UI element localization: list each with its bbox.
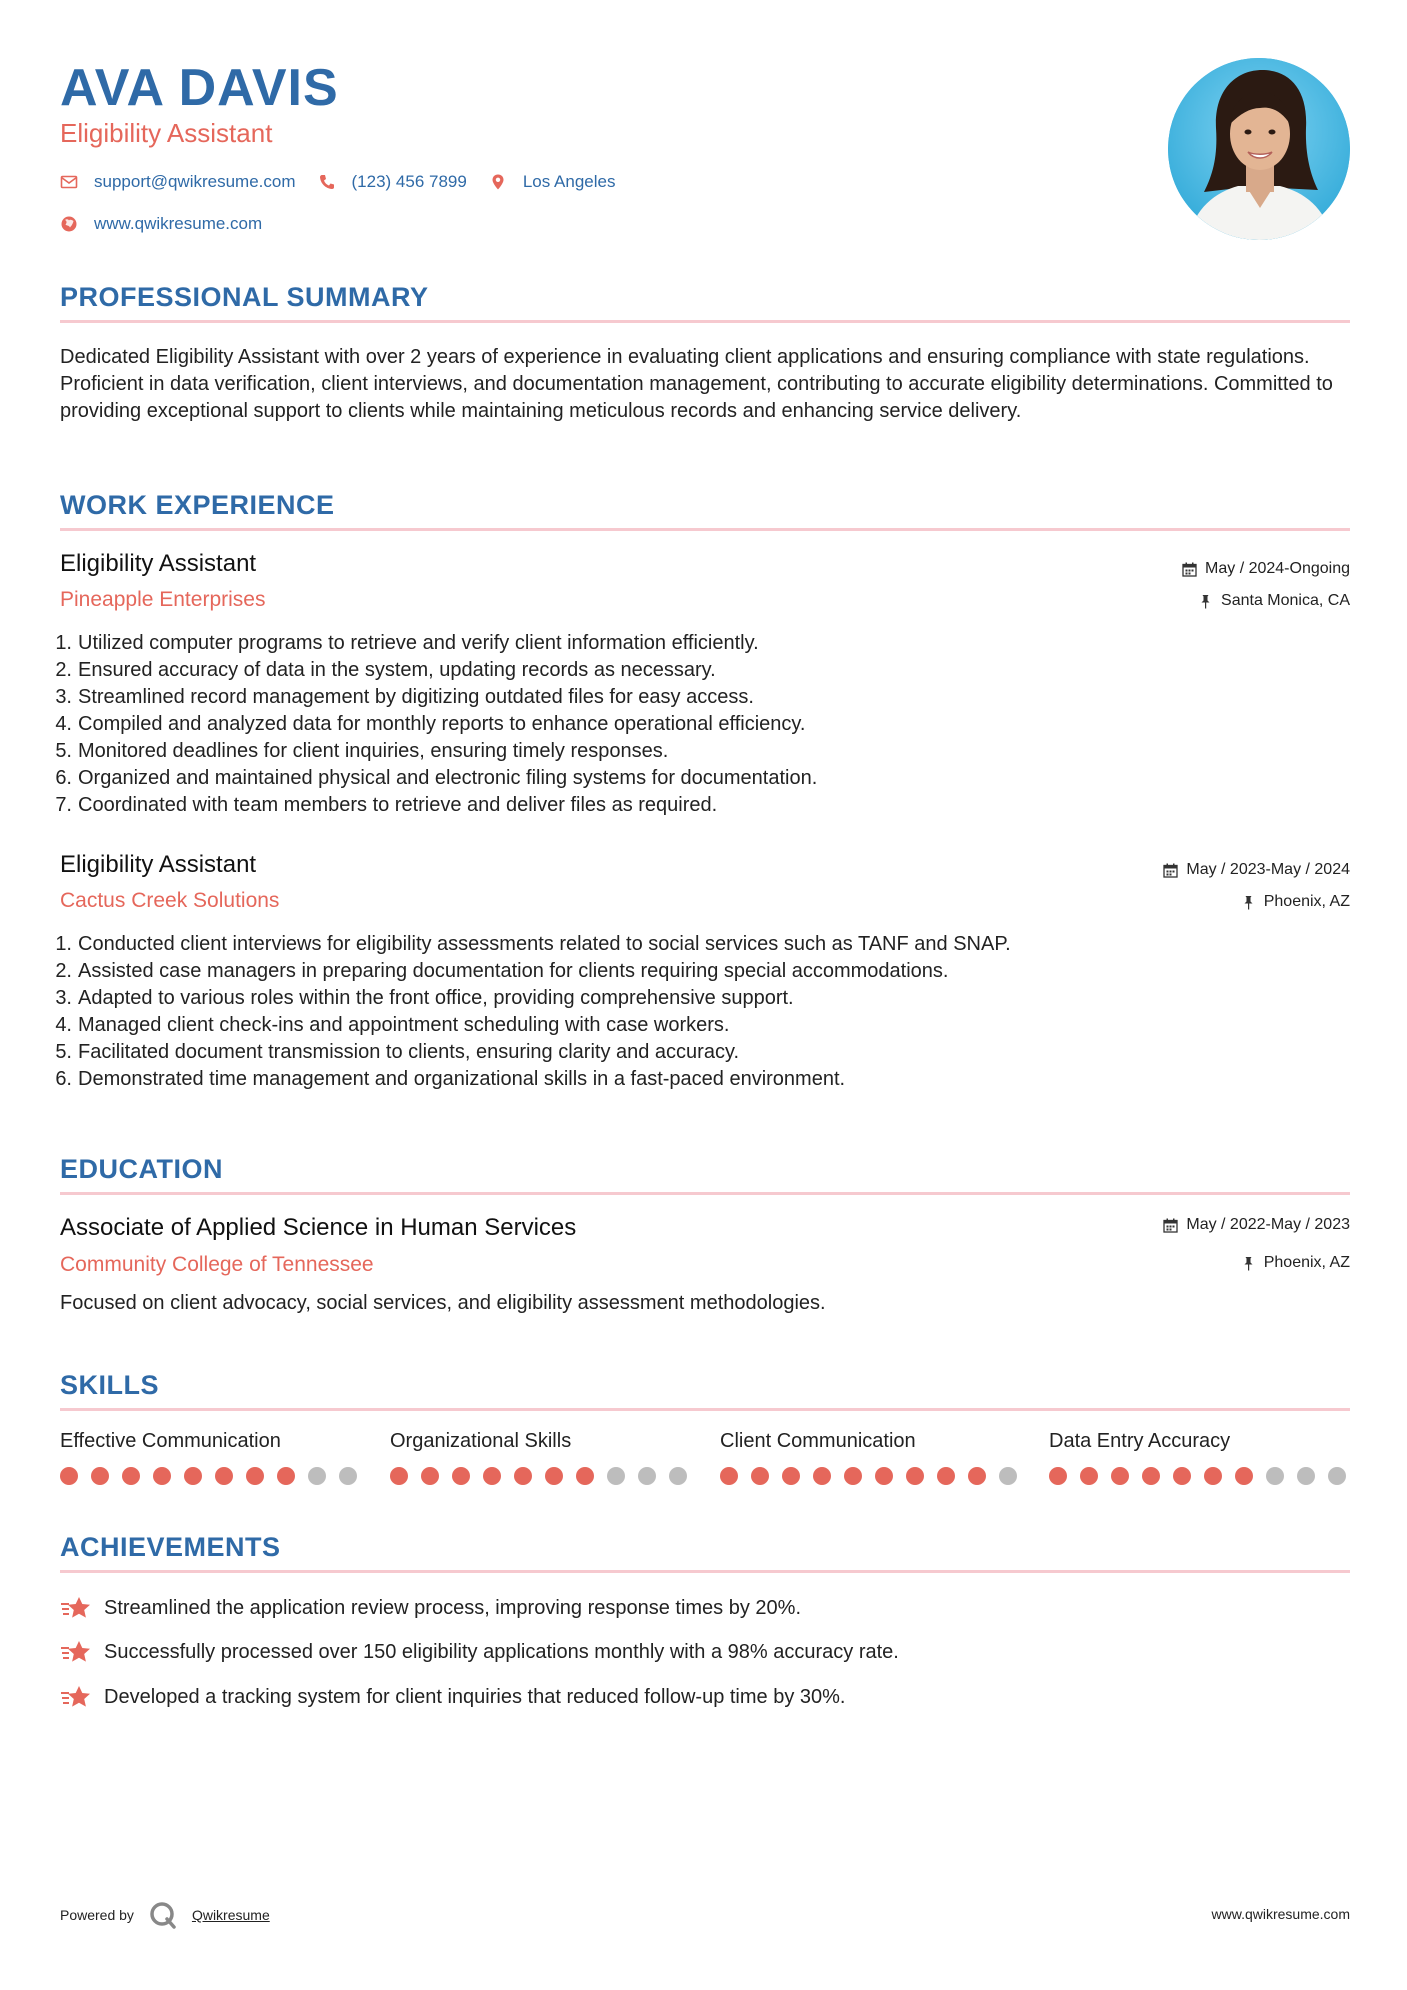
- website-text: www.qwikresume.com: [94, 214, 263, 233]
- job-company: Pineapple Enterprises: [60, 588, 266, 611]
- job-company: Cactus Creek Solutions: [60, 889, 280, 912]
- profile-photo-illustration: [1168, 58, 1350, 240]
- phone-icon: [318, 173, 336, 191]
- footer-website[interactable]: www.qwikresume.com: [1211, 1906, 1350, 1922]
- job-bullets: [55, 630, 1350, 819]
- star-icon: [60, 1594, 92, 1622]
- job-bullets: [55, 931, 1350, 1093]
- rating-dot-filled: [60, 1467, 78, 1485]
- location-text: Los Angeles: [522, 172, 616, 191]
- education-description: Focused on client advocacy, social services, and eligibility assessment methodologies.: [60, 1292, 826, 1314]
- rating-dot-filled: [421, 1467, 439, 1485]
- rating-dot-filled: [1173, 1467, 1191, 1485]
- footer-powered-by: [60, 1900, 270, 1930]
- phone-text: (123) 456 7899: [351, 172, 467, 191]
- list-item: 5. Monitored deadlines for client inquiries, ensuring timely responses.: [55, 740, 669, 762]
- rating-dot-filled: [452, 1467, 470, 1485]
- powered-by-label: Powered by: [60, 1907, 134, 1923]
- education-dates-text: May / 2022-May / 2023: [1186, 1216, 1350, 1233]
- rating-dot-filled: [483, 1467, 501, 1485]
- list-item: 1. Utilized computer programs to retrieve and verify client information efficiently.: [55, 632, 759, 654]
- job-title: Eligibility Assistant: [60, 550, 257, 577]
- rating-dot-filled: [246, 1467, 264, 1485]
- map-pin-icon: [489, 173, 507, 191]
- brand-link[interactable]: Qwikresume: [191, 1907, 270, 1923]
- job-location-text: Santa Monica, CA: [1221, 592, 1350, 609]
- skill-rating: [60, 1467, 360, 1485]
- skills-divider: [60, 1408, 1350, 1411]
- rating-dot-empty: [308, 1467, 326, 1485]
- education-dates: [1163, 1216, 1350, 1234]
- achievement-item: [60, 1594, 801, 1622]
- job-dates-text: May / 2023-May / 2024: [1186, 861, 1350, 878]
- rating-dot-filled: [782, 1467, 800, 1485]
- star-icon: [60, 1638, 92, 1666]
- rating-dot-empty: [669, 1467, 687, 1485]
- contact-website[interactable]: [60, 214, 262, 234]
- contact-location: [489, 172, 616, 192]
- achievement-item: [60, 1638, 899, 1666]
- list-item: 3. Streamlined record management by digitizing outdated files for easy access.: [55, 686, 754, 708]
- achievement-text: Developed a tracking system for client inquiries that reduced follow-up time by 30%.: [104, 1685, 846, 1708]
- pushpin-icon: [1198, 594, 1213, 609]
- skill-item: [390, 1430, 690, 1485]
- rating-dot-filled: [91, 1467, 109, 1485]
- list-item: 6. Organized and maintained physical and electronic filing systems for documentation.: [55, 767, 818, 789]
- contact-row-secondary: [60, 214, 284, 234]
- rating-dot-filled: [215, 1467, 233, 1485]
- rating-dot-empty: [1328, 1467, 1346, 1485]
- education-location-text: Phoenix, AZ: [1263, 1254, 1350, 1271]
- pushpin-icon: [1241, 1256, 1256, 1271]
- rating-dot-filled: [277, 1467, 295, 1485]
- rating-dot-filled: [1080, 1467, 1098, 1485]
- skill-name: Organizational Skills: [390, 1430, 572, 1452]
- list-item: 3. Adapted to various roles within the front office, providing comprehensive support.: [55, 987, 794, 1009]
- rating-dot-filled: [937, 1467, 955, 1485]
- job-dates-text: May / 2024-Ongoing: [1205, 560, 1350, 577]
- rating-dot-filled: [545, 1467, 563, 1485]
- rating-dot-filled: [968, 1467, 986, 1485]
- rating-dot-filled: [844, 1467, 862, 1485]
- job-location-text: Phoenix, AZ: [1263, 893, 1350, 910]
- education-divider: [60, 1192, 1350, 1195]
- job-dates: [1182, 560, 1350, 578]
- job-dates: [1163, 861, 1350, 879]
- achievement-text: Successfully processed over 150 eligibility applications monthly with a 98% accuracy rate.: [104, 1640, 899, 1663]
- envelope-icon: [60, 173, 78, 191]
- rating-dot-filled: [514, 1467, 532, 1485]
- skill-name: Data Entry Accuracy: [1049, 1430, 1231, 1452]
- rating-dot-filled: [153, 1467, 171, 1485]
- rating-dot-filled: [1142, 1467, 1160, 1485]
- skill-rating: [390, 1467, 690, 1485]
- rating-dot-filled: [390, 1467, 408, 1485]
- star-icon: [60, 1683, 92, 1711]
- rating-dot-filled: [1204, 1467, 1222, 1485]
- education-degree: Associate of Applied Science in Human Services: [60, 1214, 577, 1241]
- achievements-divider: [60, 1570, 1350, 1573]
- contact-row-primary: [60, 172, 637, 192]
- rating-dot-filled: [1235, 1467, 1253, 1485]
- skills-heading: SKILLS: [60, 1370, 160, 1400]
- globe-icon: [60, 215, 78, 233]
- calendar-icon: [1163, 863, 1178, 878]
- email-text: support@qwikresume.com: [94, 172, 296, 191]
- rating-dot-empty: [999, 1467, 1017, 1485]
- list-item: 2. Assisted case managers in preparing documentation for clients requiring special accommodations.: [55, 960, 949, 982]
- rating-dot-empty: [607, 1467, 625, 1485]
- education-location: [1241, 1254, 1350, 1272]
- skill-item: [1049, 1430, 1349, 1485]
- rating-dot-filled: [1111, 1467, 1129, 1485]
- skill-rating: [720, 1467, 1020, 1485]
- rating-dot-filled: [576, 1467, 594, 1485]
- rating-dot-filled: [184, 1467, 202, 1485]
- rating-dot-empty: [339, 1467, 357, 1485]
- pushpin-icon: [1241, 895, 1256, 910]
- job-location: [1198, 592, 1350, 610]
- list-item: 7. Coordinated with team members to retrieve and deliver files as required.: [55, 794, 718, 816]
- profile-photo: [1168, 58, 1350, 240]
- education-school: Community College of Tennessee: [60, 1253, 374, 1276]
- summary-text: Dedicated Eligibility Assistant with over 2 years of experience in evaluating client applications and ensuring compliance with state regulations. Proficient in data verification, client interviews, and documentation management, contributing to accurate eligibility determinations. Committed to providing exceptional support to clients while maintaining meticulous records and enhancing service delivery.: [60, 346, 1333, 422]
- achievements-heading: ACHIEVEMENTS: [60, 1532, 281, 1562]
- rating-dot-filled: [906, 1467, 924, 1485]
- contact-phone[interactable]: [318, 172, 467, 192]
- list-item: 2. Ensured accuracy of data in the system, updating records as necessary.: [55, 659, 716, 681]
- list-item: 6. Demonstrated time management and organizational skills in a fast-paced environment.: [55, 1068, 846, 1090]
- experience-divider: [60, 528, 1350, 531]
- experience-heading: WORK EXPERIENCE: [60, 490, 335, 520]
- skill-name: Client Communication: [720, 1430, 916, 1452]
- skill-rating: [1049, 1467, 1349, 1485]
- list-item: 5. Facilitated document transmission to clients, ensuring clarity and accuracy.: [55, 1041, 740, 1063]
- calendar-icon: [1182, 562, 1197, 577]
- rating-dot-filled: [813, 1467, 831, 1485]
- rating-dot-filled: [122, 1467, 140, 1485]
- rating-dot-empty: [638, 1467, 656, 1485]
- rating-dot-empty: [1266, 1467, 1284, 1485]
- summary-divider: [60, 320, 1350, 323]
- list-item: 1. Conducted client interviews for eligibility assessments related to social services such as TANF and SNAP.: [55, 933, 1011, 955]
- rating-dot-filled: [875, 1467, 893, 1485]
- skill-name: Effective Communication: [60, 1430, 281, 1452]
- rating-dot-filled: [751, 1467, 769, 1485]
- skill-item: [60, 1430, 360, 1485]
- contact-email[interactable]: [60, 172, 296, 192]
- achievement-item: [60, 1683, 845, 1711]
- rating-dot-empty: [1297, 1467, 1315, 1485]
- candidate-name: AVA DAVIS: [60, 59, 339, 117]
- candidate-title: Eligibility Assistant: [60, 118, 273, 148]
- rating-dot-filled: [720, 1467, 738, 1485]
- rating-dot-filled: [1049, 1467, 1067, 1485]
- job-title: Eligibility Assistant: [60, 851, 257, 878]
- summary-heading: PROFESSIONAL SUMMARY: [60, 282, 429, 312]
- list-item: 4. Compiled and analyzed data for monthly reports to enhance operational efficiency.: [55, 713, 806, 735]
- job-location: [1241, 893, 1350, 911]
- list-item: 4. Managed client check-ins and appointment scheduling with case workers.: [55, 1014, 730, 1036]
- qwikresume-logo-icon: [148, 1900, 178, 1930]
- education-heading: EDUCATION: [60, 1154, 223, 1184]
- skill-item: [720, 1430, 1020, 1485]
- achievement-text: Streamlined the application review process, improving response times by 20%.: [104, 1596, 802, 1619]
- calendar-icon: [1163, 1218, 1178, 1233]
